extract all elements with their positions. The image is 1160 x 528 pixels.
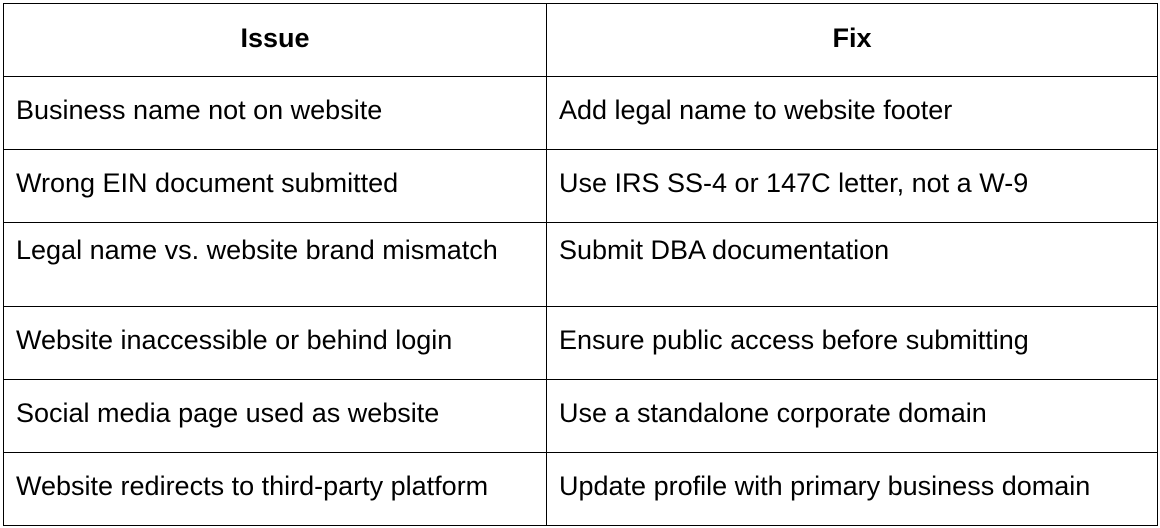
header-fix: Fix: [547, 4, 1158, 77]
issue-cell: Legal name vs. website brand mismatch: [4, 223, 547, 307]
table-header-row: [4, 4, 1158, 77]
fix-cell: Add legal name to website footer: [547, 77, 1158, 150]
fix-cell: Use IRS SS-4 or 147C letter, not a W-9: [547, 150, 1158, 223]
table-row: [4, 223, 1158, 307]
table-row: [4, 150, 1158, 223]
fix-cell: Ensure public access before submitting: [547, 307, 1158, 380]
issue-cell: Website inaccessible or behind login: [4, 307, 547, 380]
fix-cell: Use a standalone corporate domain: [547, 380, 1158, 453]
issue-cell: Business name not on website: [4, 77, 547, 150]
table-row: [4, 77, 1158, 150]
issues-fixes-table: [3, 3, 1158, 526]
issue-cell: Wrong EIN document submitted: [4, 150, 547, 223]
table-row: [4, 307, 1158, 380]
issue-cell: Website redirects to third-party platform: [4, 453, 547, 526]
fix-cell: Update profile with primary business domain: [547, 453, 1158, 526]
table-row: [4, 380, 1158, 453]
issue-cell: Social media page used as website: [4, 380, 547, 453]
fix-cell: Submit DBA documentation: [547, 223, 1158, 307]
header-issue: Issue: [4, 4, 547, 77]
table-row: [4, 453, 1158, 526]
